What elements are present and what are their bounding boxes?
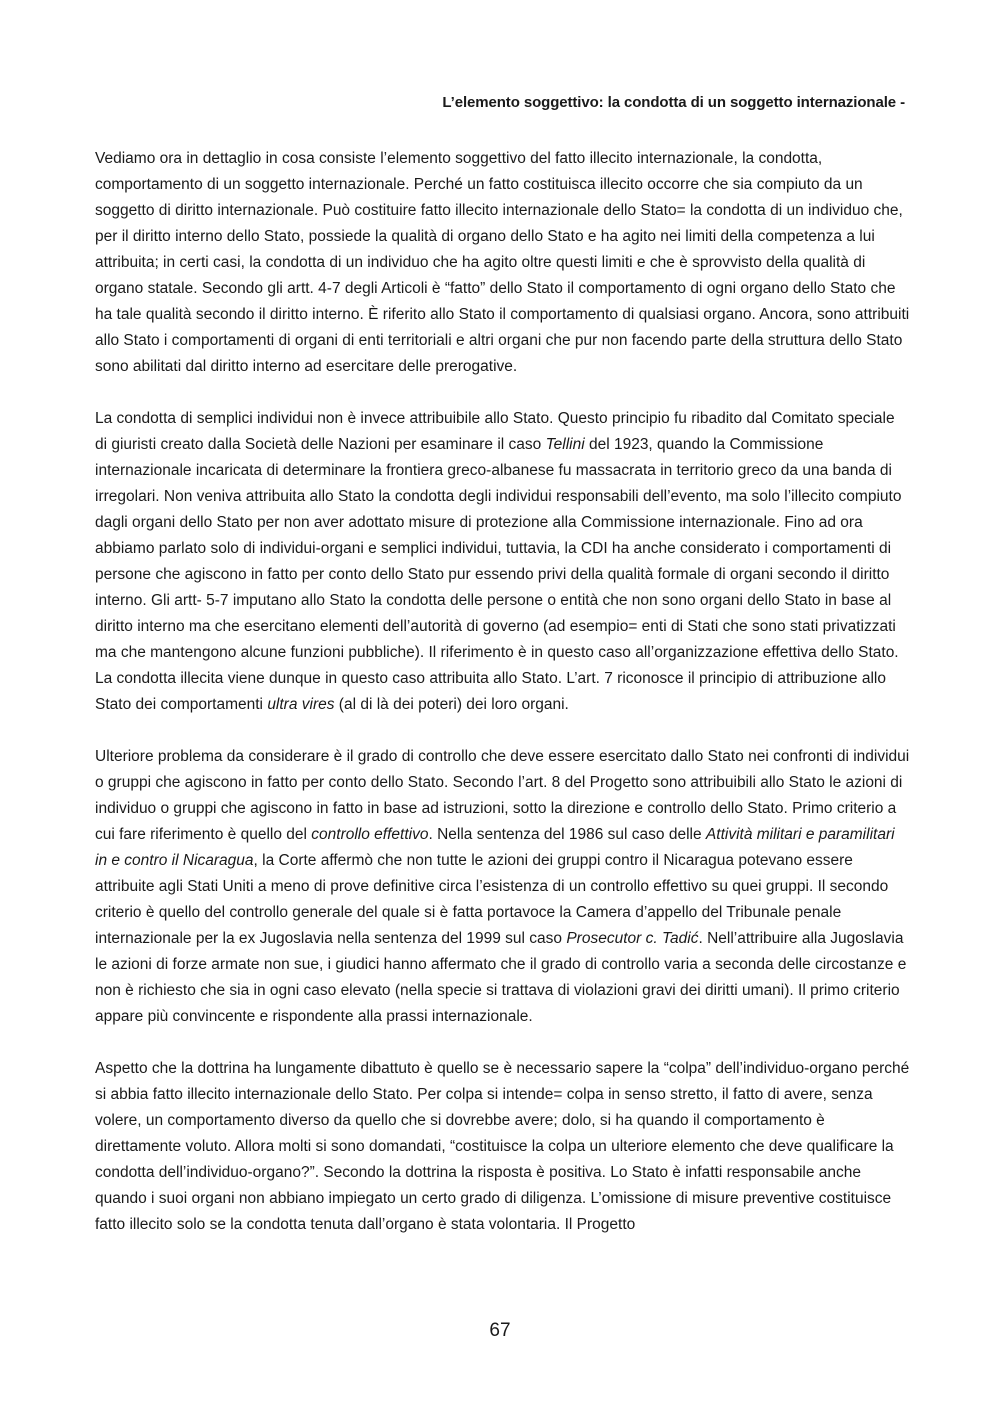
section-heading: L’elemento soggettivo: la condotta di un soggetto internazionale - (442, 94, 905, 111)
case-name-tadic: Prosecutor c. Tadić (566, 930, 699, 947)
paragraph-1 (95, 146, 910, 380)
page-number: 67 (489, 1320, 511, 1341)
paragraph-2 (95, 406, 910, 718)
paragraph-text: La condotta di semplici individui non è invece attribuibile allo Stato. Questo principio fu ribadito dal Comitato speciale di giuristi creato dalla Società delle Nazioni per esaminare il caso (95, 410, 895, 453)
paragraph-text: . Nella sentenza del 1986 sul caso delle (428, 826, 706, 843)
paragraph-text: , la Corte affermò che non tutte le azioni dei gruppi contro il Nicaragua potevano essere attribuite agli Stati Uniti a meno di prove definitive circa l’esistenza di un controllo effettivo su quei gruppi. Il secondo criterio è quello del controllo generale del quale si è fatta portavoce la Camera d’appello del Tribunale penale internazionale per la ex Jugoslavia nella sentenza del 1999 sul caso (95, 852, 889, 947)
case-name-nicaragua: Attività militari e paramilitari in e contro il Nicaragua (95, 826, 895, 869)
paragraph-3 (95, 744, 910, 1030)
term-controllo-effettivo: controllo effettivo (311, 826, 429, 843)
paragraph-text: (al di là dei poteri) dei loro organi. (334, 696, 569, 713)
paragraph-text: Ulteriore problema da considerare è il grado di controllo che deve essere esercitato dallo Stato nei confronti di individui o gruppi che agiscono in fatto per conto dello Stato. Secondo l’art. 8 del Progetto sono attribuibili allo Stato le azioni di individuo o gruppi che agiscono in fatto in base ad istruzioni, sotto la direzione e controllo dello Stato. Primo criterio a cui fare riferimento è quello del (95, 748, 910, 843)
paragraph-text: del 1923, quando la Commissione internazionale incaricata di determinare la frontiera greco-albanese fu massacrata in territorio greco da una banda di irregolari. Non veniva attribuita allo Stato la condotta degli individui responsabili dell’evento, ma solo l’illecito compiuto dagli organi dello Stato per non aver adottato misure di protezione alla Commissione internazionale. Fino ad ora abbiamo parlato solo di individui-organi e semplici individui, tuttavia, la CDI ha anche considerato i comportamenti di persone che agiscono in fatto per conto dello Stato pur essendo privi della qualità formale di organi secondo il diritto interno. Gli artt- 5-7 imputano allo Stato la condotta delle persone o entità che non sono organi dello Stato in base al diritto interno ma che esercitano elementi dell’autorità di governo (ad esempio= enti di Stati che sono stati privatizzati ma che mantengono alcune funzioni pubbliche). Il riferimento è in questo caso all’organizzazione effettiva dello Stato. La condotta illecita viene dunque in questo caso attribuita allo Stato. L’art. 7 riconosce il principio di attribuzione allo Stato dei comportamenti (95, 436, 902, 713)
paragraph-text: Vediamo ora in dettaglio in cosa consiste l’elemento soggettivo del fatto illecito internazionale, la condotta, comportamento di un soggetto internazionale. Perché un fatto costituisca illecito occorre che sia compiuto da un soggetto di diritto internazionale. Può costituire fatto illecito internazionale dello Stato= la condotta di un individuo che, per il diritto interno dello Stato, possiede la qualità di organo dello Stato e ha agito nei limiti della competenza a lui attribuita; in certi casi, la condotta di un individuo che ha agito oltre questi limiti e che è sprovvisto della qualità di organo statale. Secondo gli artt. 4-7 degli Articoli è “fatto” dello Stato il comportamento di ogni organo dello Stato che ha tale qualità secondo il diritto interno. È riferito allo Stato il comportamento di qualsiasi organo. Ancora, sono attribuiti allo Stato i comportamenti di organi di enti territoriali e altri organi che pur non facendo parte della struttura dello Stato sono abilitati dal diritto interno ad esercitare delle prerogative. (95, 150, 910, 375)
body-text (95, 146, 910, 1238)
case-name-tellini: Tellini (545, 436, 585, 453)
paragraph-text: . Nell’attribuire alla Jugoslavia le azioni di forze armate non sue, i giudici hanno affermato che il grado di controllo varia a seconda delle circostanze e non è richiesto che sia in ogni caso elevato (nella specie si trattava di violazioni gravi dei diritti umani). Il primo criterio appare più convincente e rispondente alla prassi internazionale. (95, 930, 907, 1025)
paragraph-text: Aspetto che la dottrina ha lungamente dibattuto è quello se è necessario sapere la “colpa” dell’individuo-organo perché si abbia fatto illecito internazionale dello Stato. Per colpa si intende= colpa in senso stretto, il fatto di avere, senza volere, un comportamento diverso da quello che si dovrebbe avere; dolo, si ha quando il comportamento è direttamente voluto. Allora molti si sono domandati, “costituisce la colpa un ulteriore elemento che deve qualificare la condotta dell’individuo-organo?”. Secondo la dottrina la risposta è positiva. Lo Stato è infatti responsabile anche quando i suoi organi non abbiano impiegato un certo grado di diligenza. L’omissione di misure preventive costituisce fatto illecito solo se la condotta tenuta dall’organo è stata volontaria. Il Progetto (95, 1060, 910, 1233)
latin-term-ultra-vires: ultra vires (267, 696, 335, 713)
paragraph-4 (95, 1056, 910, 1238)
